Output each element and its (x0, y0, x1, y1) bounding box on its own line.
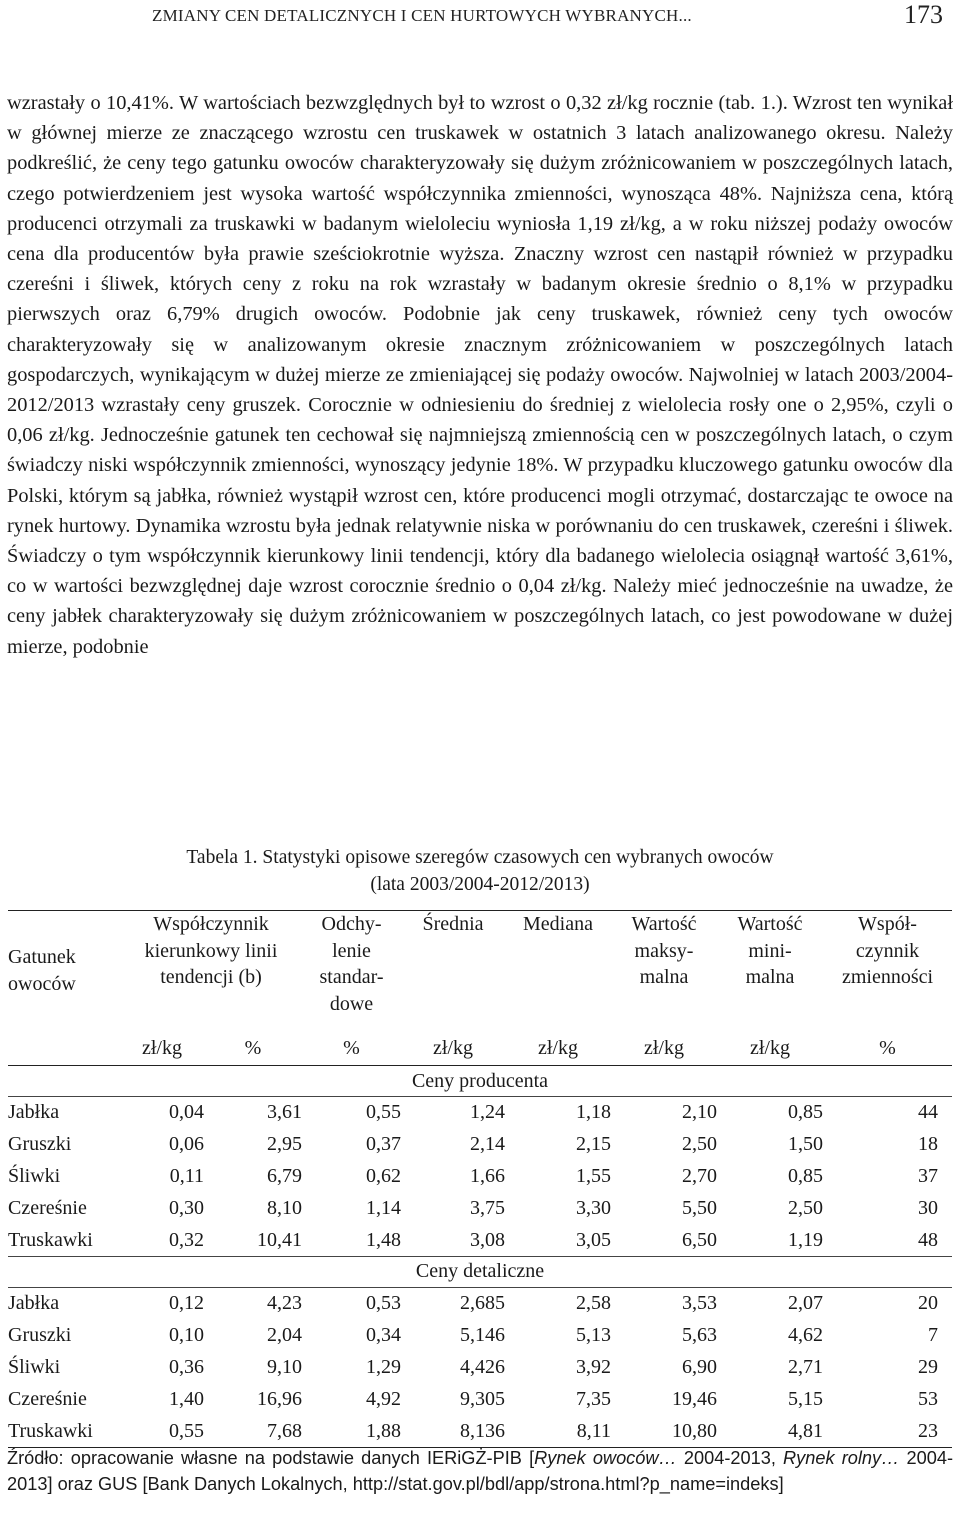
row-species: Truskawki (8, 1228, 93, 1251)
cell-value: 10,80 (611, 1415, 717, 1447)
table-row (8, 1097, 952, 1129)
cell-value: 3,05 (576, 1228, 611, 1251)
cell-value: 16,96 (257, 1387, 302, 1410)
cell-value: 48 (918, 1228, 938, 1251)
table-row (8, 1161, 952, 1193)
source-title-1: Rynek owoców… (534, 1448, 677, 1468)
cell-value: 29 (918, 1355, 938, 1378)
cell-value: 44 (823, 1097, 952, 1129)
cell-value: 0,04 (120, 1097, 204, 1129)
table-row (8, 1224, 952, 1256)
cell-value: 5,146 (460, 1324, 505, 1347)
cell-value: 1,50 (788, 1133, 823, 1156)
row-species: Gruszki (8, 1133, 72, 1156)
cell-value: 1,19 (788, 1228, 823, 1251)
cell-value: 0,34 (366, 1324, 401, 1347)
header-stddev: Odchy-lenie standar-dowe (302, 911, 401, 1018)
cell-value: 2,50 (788, 1196, 823, 1219)
row-species: Jabłka (8, 1097, 120, 1129)
cell-value: 1,88 (302, 1415, 401, 1447)
cell-value: 4,62 (788, 1324, 823, 1347)
cell-value: 6,50 (682, 1228, 717, 1251)
row-species: Truskawki (8, 1415, 120, 1447)
cell-value: 3,92 (576, 1355, 611, 1378)
cell-value: 1,29 (366, 1355, 401, 1378)
table-caption-period: (lata 2003/2004-2012/2013) (370, 874, 590, 895)
page-number: 173 (904, 0, 943, 29)
cell-value: 0,32 (169, 1228, 204, 1251)
table-row (8, 1129, 952, 1161)
cell-value: 20 (823, 1287, 952, 1319)
cell-value: 0,10 (169, 1324, 204, 1347)
table-row (8, 1192, 952, 1224)
cell-value: 30 (918, 1196, 938, 1219)
cell-value: 1,48 (366, 1228, 401, 1251)
header-min: Wartość mini-malna (717, 911, 823, 1018)
cell-value: 19,46 (672, 1387, 717, 1410)
header-species: Gatunek owoców (8, 911, 120, 1032)
source-suffix: 2004-2013] oraz GUS [Bank Danych Lokalnych, http://stat.gov.pl/bdl/app/strona.html?p_name=indeks] (7, 1448, 953, 1495)
header-mean: Średnia (401, 911, 505, 1018)
cell-value: 0,53 (302, 1287, 401, 1319)
statistics-table (8, 910, 952, 1448)
cell-value: 2,71 (788, 1355, 823, 1378)
source-title-2: Rynek rolny… (783, 1448, 900, 1468)
source-prefix: Źródło: opracowanie własne na podstawie danych IERiGŻ-PIB [ (7, 1448, 535, 1468)
table-row (8, 1415, 952, 1447)
table-caption: Tabela 1. Statystyki opisowe szeregów czasowych cen wybranych owoców (186, 847, 774, 868)
cell-value: 0,06 (169, 1133, 204, 1156)
cell-value: 10,41 (257, 1228, 302, 1251)
header-median: Mediana (505, 911, 611, 1018)
cell-value: 7 (928, 1324, 938, 1347)
cell-value: 1,40 (169, 1387, 204, 1410)
cell-value: 4,92 (366, 1387, 401, 1410)
cell-value: 3,61 (204, 1097, 302, 1129)
cell-value: 2,04 (267, 1324, 302, 1347)
unit-cell: zł/kg (717, 1031, 823, 1066)
header-cv: Współ-czynnik zmienności (823, 911, 952, 1018)
cell-value: 0,30 (169, 1196, 204, 1219)
cell-value: 6,90 (682, 1355, 717, 1378)
cell-value: 6,79 (267, 1164, 302, 1187)
cell-value: 2,15 (576, 1133, 611, 1156)
unit-cell: zł/kg (401, 1031, 505, 1066)
cell-value: 2,685 (401, 1287, 505, 1319)
row-species: Śliwki (8, 1355, 61, 1378)
row-species: Czereśnie (8, 1387, 87, 1410)
body-paragraph: wzrastały o 10,41%. W wartościach bezwzględnych był to wzrost o 0,32 zł/kg rocznie (tab. 1.). Wzrost ten wynikał w głównej mierze ze znaczącego wzrostu cen truskawek w ostatnich 3 latach analizowanego okresu. Należy podkreślić, że ceny tego gatunku owoców charakteryzowały się dużym zróżnicowaniem w poszczególnych latach, czego potwierdzeniem jest wysoka wartość współczynnika zmienności, wynosząca 48%. Najniższa cena, którą producenci otrzymali za truskawki w badanym wieloleciu wyniosła 1,19 zł/kg, a w roku niższej podaży owoców cena dla producentów była prawie sześciokrotnie wyższa. Znaczny wzrost cen nastąpił również w przypadku czereśni i śliwek, których ceny z roku na rok wzrastały w badanym okresie średnio o 8,1% w przypadku pierwszych oraz 6,79% drugich owoców. Podobnie jak ceny truskawek, również ceny tych owoców charakteryzowały się w analizowanym okresie znacznym zróżnicowaniem w poszczególnych latach gospodarczych, wynikającym w dużej mierze ze zmieniającej się podaży owoców. Najwolniej w latach 2003/2004-2012/2013 wzrastały ceny gruszek. Corocznie w odniesieniu do średniej z wielolecia rosły one o 2,95%, czyli o 0,06 zł/kg. Jednocześnie gatunek ten cechował się najmniejszą zmiennością cen w poszczególnych latach, o czym świadczy niski współczynnik zmienności, wynoszący jedynie 18%. W przypadku kluczowego gatunku owoców dla Polski, którym są jabłka, również wystąpił wzrost cen, które producenci mogli otrzymać, dostarczając te owoce na rynek hurtowy. Dynamika wzrostu była jednak relatywnie niska w porównaniu do cen truskawek, czereśni i śliwek. Świadczy o tym współczynnik kierunkowy linii tendencji, który dla badanego wielolecia osiągnął wartość 3,61%, co w wartości bezwzględnej daje wzrost corocznie średnio o 0,04 zł/kg. Należy mieć jednocześnie na uwadze, że ceny jabłek charakteryzowały się dużym zróżnicowaniem w poszczególnych latach, co jest powodowane w dużej mierze, podobnie (7, 92, 953, 658)
row-species: Śliwki (8, 1164, 61, 1187)
row-species: Jabłka (8, 1287, 120, 1319)
cell-value: 8,11 (505, 1415, 611, 1447)
cell-value: 1,55 (576, 1164, 611, 1187)
row-species: Czereśnie (8, 1196, 87, 1219)
table-row (8, 1320, 952, 1352)
table-row (8, 1383, 952, 1415)
cell-value: 0,55 (120, 1415, 204, 1447)
unit-cell: % (204, 1031, 302, 1066)
running-title: ZMIANY CEN DETALICZNYCH I CEN HURTOWYCH WYBRANYCH... (152, 6, 692, 25)
cell-value: 1,24 (401, 1097, 505, 1129)
cell-value: 2,10 (611, 1097, 717, 1129)
cell-value: 3,30 (576, 1196, 611, 1219)
unit-cell: % (302, 1031, 401, 1066)
cell-value: 5,63 (682, 1324, 717, 1347)
cell-value: 3,08 (470, 1228, 505, 1251)
cell-value: 37 (918, 1164, 938, 1187)
cell-value: 23 (823, 1415, 952, 1447)
cell-value: 4,81 (717, 1415, 823, 1447)
cell-value: 5,15 (788, 1387, 823, 1410)
cell-value: 2,58 (505, 1287, 611, 1319)
cell-value: 4,426 (460, 1355, 505, 1378)
cell-value: 7,35 (576, 1387, 611, 1410)
cell-value: 5,50 (682, 1196, 717, 1219)
cell-value: 1,18 (505, 1097, 611, 1129)
running-header (0, 0, 960, 40)
table-row (8, 1352, 952, 1384)
cell-value: 9,10 (267, 1355, 302, 1378)
unit-cell: zł/kg (611, 1031, 717, 1066)
cell-value: 0,11 (169, 1164, 204, 1187)
cell-value: 3,75 (470, 1196, 505, 1219)
cell-value: 8,10 (267, 1196, 302, 1219)
cell-value: 0,12 (120, 1287, 204, 1319)
cell-value: 3,53 (611, 1287, 717, 1319)
cell-value: 2,95 (267, 1133, 302, 1156)
cell-value: 2,14 (470, 1133, 505, 1156)
source-years-1: 2004-2013, (676, 1448, 784, 1468)
cell-value: 18 (918, 1133, 938, 1156)
cell-value: 1,66 (470, 1164, 505, 1187)
cell-value: 4,23 (204, 1287, 302, 1319)
cell-value: 8,136 (401, 1415, 505, 1447)
cell-value: 9,305 (460, 1387, 505, 1410)
row-species: Gruszki (8, 1324, 72, 1347)
cell-value: 0,85 (717, 1097, 823, 1129)
cell-value: 0,36 (169, 1355, 204, 1378)
unit-cell: zł/kg (505, 1031, 611, 1066)
unit-empty (8, 1031, 120, 1066)
cell-value: 0,55 (302, 1097, 401, 1129)
unit-cell: zł/kg (120, 1031, 204, 1066)
unit-cell: % (823, 1031, 952, 1066)
cell-value: 2,50 (682, 1133, 717, 1156)
cell-value: 2,07 (717, 1287, 823, 1319)
header-trend: Współczynnik kierunkowy linii tendencji (b) (120, 911, 302, 1018)
cell-value: 5,13 (576, 1324, 611, 1347)
table-row (8, 1287, 952, 1319)
header-max: Wartość maksy-malna (611, 911, 717, 1018)
cell-value: 0,37 (366, 1133, 401, 1156)
source-note (7, 1445, 953, 1498)
cell-value: 2,70 (682, 1164, 717, 1187)
cell-value: 53 (918, 1387, 938, 1410)
cell-value: 1,14 (366, 1196, 401, 1219)
section-title: Ceny detaliczne (8, 1256, 952, 1287)
cell-value: 0,62 (366, 1164, 401, 1187)
cell-value: 0,85 (788, 1164, 823, 1187)
section-title: Ceny producenta (411, 1069, 549, 1092)
cell-value: 7,68 (204, 1415, 302, 1447)
